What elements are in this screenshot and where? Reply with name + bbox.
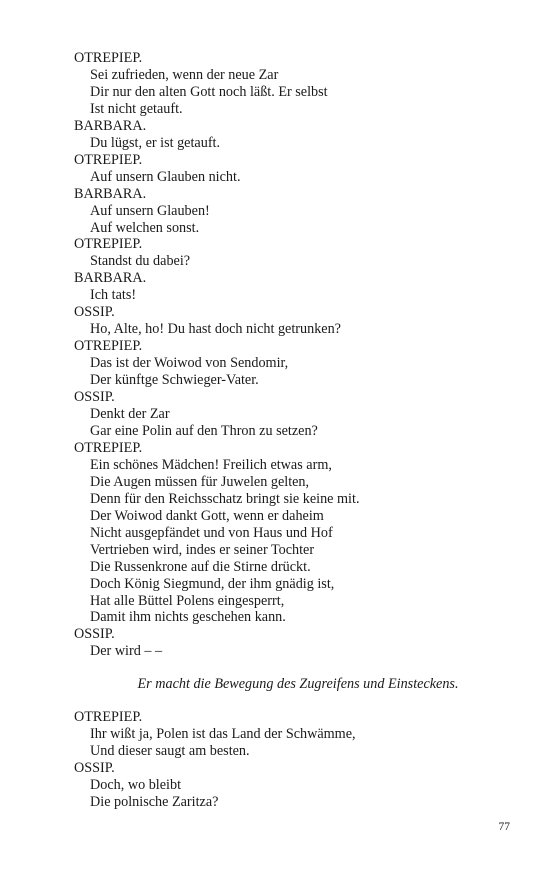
page-number: 77 (498, 821, 510, 833)
speaker-name: BARBARA. (74, 270, 147, 287)
speaker-name: OTREPIEP. (74, 439, 143, 456)
speaker-name: OSSIP. (74, 626, 115, 643)
verse-line: Auf unsern Glauben! (90, 202, 210, 219)
speaker-name: OTREPIEP. (74, 338, 143, 355)
verse-line: Und dieser saugt am besten. (90, 743, 250, 760)
verse-line: Du lügst, er ist getauft. (90, 134, 221, 151)
verse-line: Der wird – – (90, 643, 163, 660)
verse-line: Sei zufrieden, wenn der neue Zar (90, 66, 279, 83)
verse-line: Nicht ausgepfändet und von Haus und Hof (90, 524, 333, 541)
verse-line: Denkt der Zar (90, 406, 170, 423)
speaker-name: BARBARA. (74, 185, 147, 202)
speaker-name: OSSIP. (74, 304, 115, 321)
verse-line: Gar eine Polin auf den Thron zu setzen? (90, 422, 318, 439)
verse-line: Vertrieben wird, indes er seiner Tochter (90, 541, 315, 558)
verse-line: Doch König Siegmund, der ihm gnädig ist, (90, 575, 335, 592)
verse-line: Denn für den Reichsschatz bringt sie keine mit. (90, 490, 360, 507)
verse-line: Ist nicht getauft. (90, 100, 183, 117)
verse-line: Dir nur den alten Gott noch läßt. Er selbst (90, 83, 328, 100)
speaker-name: OTREPIEP. (74, 151, 143, 168)
stage-direction: Er macht die Bewegung des Zugreifens und Einsteckens. (137, 676, 459, 693)
verse-line: Das ist der Woiwod von Sendomir, (90, 355, 289, 372)
speaker-name: OTREPIEP. (74, 50, 143, 66)
verse-line: Ihr wißt ja, Polen ist das Land der Schwämme, (90, 726, 356, 743)
verse-line: Ich tats! (90, 287, 137, 304)
verse-line: Damit ihm nichts geschehen kann. (90, 609, 286, 626)
verse-line: Auf welchen sonst. (90, 219, 200, 236)
speaker-name: OTREPIEP. (74, 709, 143, 726)
verse-line: Doch, wo bleibt (90, 777, 182, 794)
play-text (74, 50, 514, 811)
verse-line: Hat alle Büttel Polens eingesperrt, (90, 592, 285, 609)
verse-line: Die polnische Zaritza? (90, 794, 219, 811)
verse-line: Die Augen müssen für Juwelen gelten, (90, 473, 310, 490)
speaker-name: BARBARA. (74, 117, 147, 134)
verse-line: Auf unsern Glauben nicht. (90, 168, 241, 185)
verse-line: Ein schönes Mädchen! Freilich etwas arm, (90, 456, 332, 473)
verse-line: Standst du dabei? (90, 253, 191, 270)
verse-line: Die Russenkrone auf die Stirne drückt. (90, 558, 311, 575)
speaker-name: OTREPIEP. (74, 236, 143, 253)
verse-line: Der künftge Schwieger-Vater. (90, 372, 259, 389)
speaker-name: OSSIP. (74, 389, 115, 406)
verse-line: Der Woiwod dankt Gott, wenn er daheim (90, 507, 324, 524)
speaker-name: OSSIP. (74, 760, 115, 777)
verse-line: Ho, Alte, ho! Du hast doch nicht getrunken? (90, 321, 341, 338)
